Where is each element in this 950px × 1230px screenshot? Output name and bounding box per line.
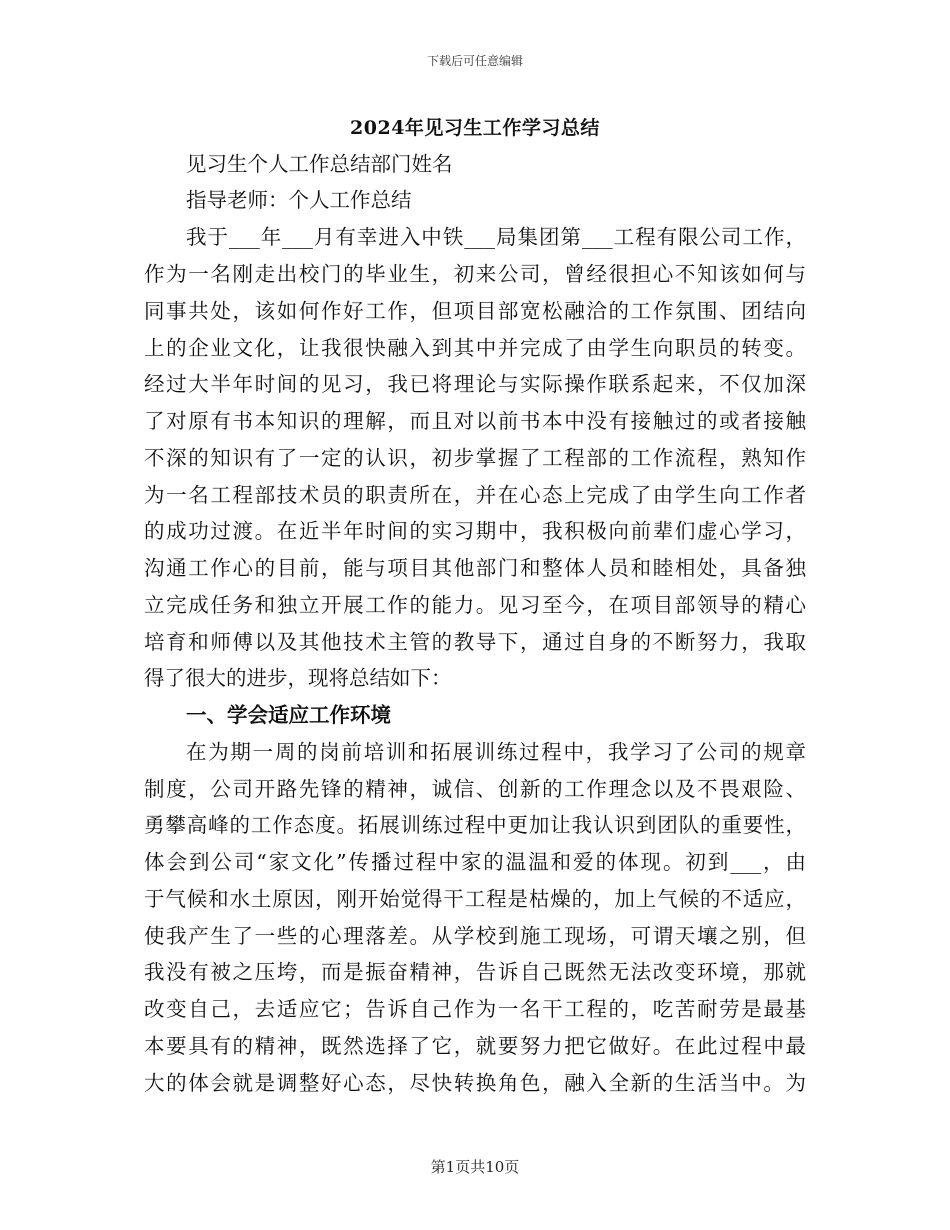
document-title: 2024年见习生工作学习总结 bbox=[350, 117, 600, 139]
text-line: 在为期一周的岗前培训和拓展训练过程中，我学习了公司的规章 bbox=[186, 740, 806, 764]
text-line: 大的体会就是调整好心态，尽快转换角色，融入全新的生活当中。为 bbox=[144, 1071, 806, 1095]
text-line: 为一名工程部技术员的职责所在，并在心态上完成了由学生向工作者 bbox=[144, 483, 806, 507]
page-header-note: 下载后可任意编辑 bbox=[426, 54, 523, 68]
text-line: 于气候和水土原因，刚开始觉得干工程是枯燥的，加上气候的不适应， bbox=[144, 887, 806, 911]
text-line: 勇攀高峰的工作态度。拓展训练过程中更加让我认识到团队的重要性， bbox=[144, 813, 806, 837]
text-line: 我没有被之压垮，而是振奋精神，告诉自己既然无法改变环境，那就 bbox=[144, 960, 806, 984]
text-line: 立完成任务和独立开展工作的能力。见习至今，在项目部领导的精心 bbox=[144, 593, 806, 617]
text-line: 我于___年___月有幸进入中铁___局集团第___工程有限公司工作， bbox=[186, 225, 806, 249]
text-line: 上的企业文化，让我很快融入到其中并完成了由学生向职员的转变。 bbox=[144, 336, 806, 360]
text-line: 同事共处，该如何作好工作，但项目部宽松融洽的工作氛围、团结向 bbox=[144, 299, 806, 323]
text-line: 见习生个人工作总结部门姓名 bbox=[186, 152, 453, 176]
text-line: 沟通工作心的目前，能与项目其他部门和整体人员和睦相处，具备独 bbox=[144, 556, 806, 580]
text-line: 体会到公司“家文化”传播过程中家的温温和爱的体现。初到___，由 bbox=[144, 850, 806, 874]
text-line: 的成功过渡。在近半年时间的实习期中，我积极向前辈们虚心学习， bbox=[144, 519, 806, 543]
text-line: 使我产生了一些的心理落差。从学校到施工现场，可谓天壤之别，但 bbox=[144, 924, 806, 948]
text-line: 得了很大的进步，现将总结如下： bbox=[144, 666, 452, 690]
text-line: 本要具有的精神，既然选择了它，就要努力把它做好。在此过程中最 bbox=[144, 1034, 806, 1058]
text-line: 培育和师傅以及其他技术主管的教导下，通过自身的不断努力，我取 bbox=[144, 630, 806, 654]
text-line: 经过大半年时间的见习，我已将理论与实际操作联系起来，不仅加深 bbox=[144, 372, 806, 396]
section-heading: 一、学会适应工作环境 bbox=[186, 703, 391, 727]
text-line: 指导老师：个人工作总结 bbox=[186, 188, 412, 212]
text-line: 作为一名刚走出校门的毕业生，初来公司，曾经很担心不知该如何与 bbox=[144, 262, 806, 286]
text-line: 不深的知识有了一定的认识，初步掌握了工程部的工作流程，熟知作 bbox=[144, 446, 806, 470]
page-number: 第1页共10页 bbox=[430, 1158, 520, 1176]
text-line: 改变自己，去适应它；告诉自己作为一名干工程的，吃苦耐劳是最基 bbox=[144, 997, 806, 1021]
text-line: 了对原有书本知识的理解，而且对以前书本中没有接触过的或者接触 bbox=[144, 409, 806, 433]
text-line: 制度，公司开路先锋的精神，诚信、创新的工作理念以及不畏艰险、 bbox=[144, 777, 806, 801]
